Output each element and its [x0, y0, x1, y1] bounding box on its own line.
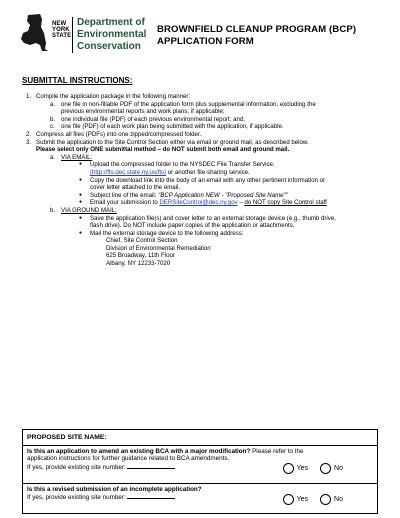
application-form-table — [22, 429, 378, 514]
via-ground-mail-heading: b. VIA GROUND MAIL: — [50, 206, 117, 214]
mailing-address: Chief, Site Control Section — [106, 237, 178, 245]
revised-submission-question: Is this a revised submission of an incomplete application? If yes, provide existing site number: Yes No — [23, 484, 377, 513]
logo-wordmark: NEW YORK STATE — [52, 21, 72, 40]
radio-circle-icon — [283, 463, 294, 474]
instruction-item-1a: a. one file in non-fillable PDF of the application form plus supplemental information, excluding the — [50, 100, 316, 108]
revised-no-radio[interactable]: No — [320, 494, 343, 505]
page-header — [20, 13, 390, 57]
new-york-state-map-icon — [20, 13, 50, 53]
form-title: BROWNFIELD CLEANUP PROGRAM (BCP) APPLICATION FORM — [157, 24, 357, 47]
instruction-item-3: 3. Submit the application to the Site Control Section either via email or ground mail, as described below. — [26, 138, 309, 146]
file-transfer-link[interactable]: (http://fts.dec.state.ny.us/fts) — [90, 168, 167, 176]
instructions-list: 1. Compile the application package in the following manner: a. one file in non-fillable PDF of the application form plus supplemental information, excluding the previous environmental reports and work plans, if applicable; b. one individual file (PDF) of each previous environmental report; and, c. one file (PDF) of each work plan being submitted with the application, if applicable. 2. Compress all files (PDFs) into one zipped/compressed folder. 3. Submit the application to the Site Control Section either via email or ground mail, as described below. Please select only ONE submittal method – do NOT submit both email and ground mail. a. VIA EMAIL: ● Upload the compressed folder to the NYSDEC File Transfer Service. (http://fts.dec.state.ny.us/fts) or another file-sharing service. ● Copy the download link into the body of an email with any other pertinent information or cover letter attached to the email. ● Subject line of the email: "BCP Application NEW - "Proposed Site Name"" ● Email your submission to DERSiteControl@dec.ny.gov – do NOT copy Site Control staff b. VIA GROUND MAIL: ● Save the application file(s) and cover letter to an external storage device (e.g., thumb drive, flash drive). Do NOT include paper copies of the application or attachments. ● Mail the external storage device to the following address: Chief, Site Control Section Division of Environmental Remediation 625 Broadway, 11th Floor Albany, NY 12233-7020 — [22, 93, 392, 268]
email-bullet-3: ● Subject line of the email: "BCP Application NEW - "Proposed Site Name"" — [79, 191, 288, 199]
amend-bca-question: Is this an application to amend an existing BCA with a major modification? Please refer to the application instructions for further guidance related to BCA amendments. If yes, provide existing site number: Yes No — [23, 446, 377, 484]
site-control-email-link[interactable]: DERSiteControl@dec.ny.gov — [159, 199, 238, 207]
submittal-instructions-heading: SUBMITTAL INSTRUCTIONS: — [22, 76, 133, 85]
email-bullet-4: ● Email your submission to DERSiteControl@dec.ny.gov – do NOT copy Site Control staff — [79, 199, 327, 207]
mail-bullet-1: ● Save the application file(s) and cover letter to an external storage device (e.g., thumb drive, — [79, 214, 336, 222]
instruction-item-1c: c. one file (PDF) of each work plan being submitted with the application, if applicable. — [50, 123, 284, 131]
revised-yes-radio[interactable]: Yes — [283, 494, 308, 505]
department-name: Department of Environmental Conservation — [77, 17, 147, 52]
instruction-item-2: 2. Compress all files (PDFs) into one zipped/compressed folder. — [26, 130, 202, 138]
via-email-heading: a. VIA EMAIL: — [50, 153, 93, 161]
radio-circle-icon — [320, 494, 331, 505]
email-bullet-1: ● Upload the compressed folder to the NYSDEC File Transfer Service. — [79, 161, 275, 169]
proposed-site-name-field[interactable]: PROPOSED SITE NAME: — [23, 430, 377, 446]
existing-site-number-input-2[interactable] — [127, 493, 175, 499]
logo-divider — [72, 17, 73, 53]
email-bullet-2: ● Copy the download link into the body of an email with any other pertinent information or — [79, 176, 326, 184]
existing-site-number-input-1[interactable] — [127, 463, 175, 469]
radio-circle-icon — [320, 463, 331, 474]
amend-yes-radio[interactable]: Yes — [283, 463, 308, 474]
mail-bullet-2: ● Mail the external storage device to the following address: — [79, 229, 244, 237]
amend-no-radio[interactable]: No — [320, 463, 343, 474]
radio-circle-icon — [283, 494, 294, 505]
instruction-item-1b: b. one individual file (PDF) of each previous environmental report; and, — [50, 115, 245, 123]
instruction-item-1: 1. Compile the application package in the following manner: — [26, 93, 191, 100]
